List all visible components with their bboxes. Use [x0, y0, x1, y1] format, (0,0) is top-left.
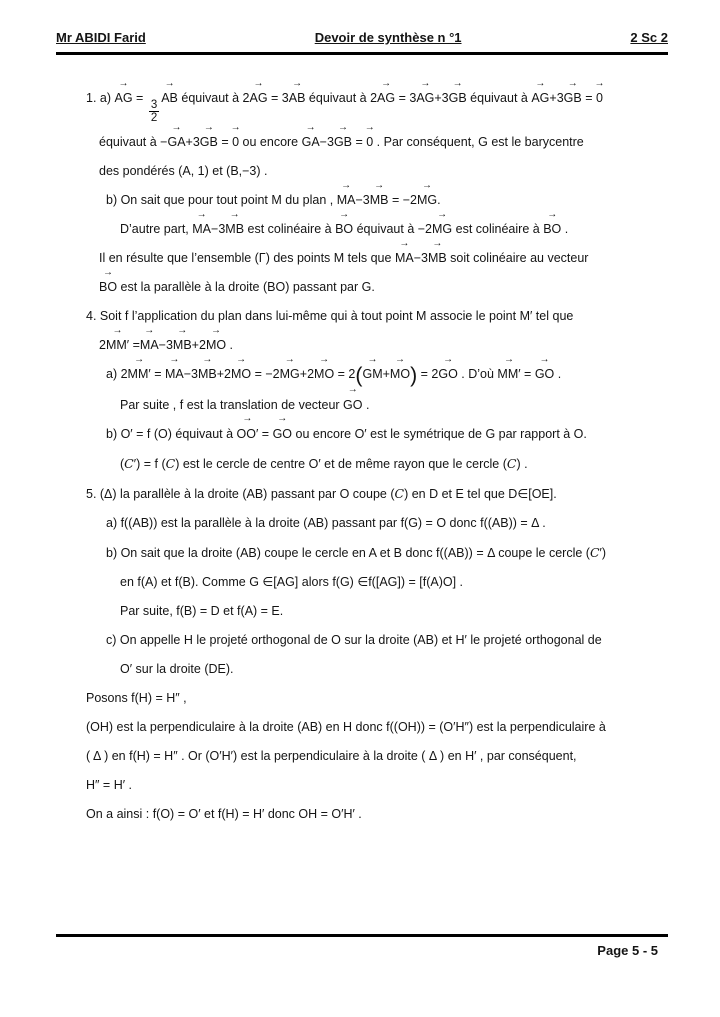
- text-run: est la parallèle à la droite (BO) passant par G.: [117, 280, 375, 295]
- text-run: b) On sait que la droite (AB) coupe le cercle en A et B donc f((AB)) = Δ coupe le cercle (: [106, 545, 590, 560]
- vector: → GA: [167, 132, 185, 153]
- document-lines: [84, 88, 690, 833]
- text-run: −3: [413, 251, 428, 266]
- text-run: 2: [99, 338, 106, 353]
- text-run: .: [554, 367, 562, 382]
- math-line: [86, 483, 690, 505]
- text-run: Posons f(H) = H″ ,: [86, 690, 187, 705]
- vector: → MA: [395, 248, 414, 269]
- text-run: (: [120, 456, 125, 471]
- vector: → GB: [334, 132, 352, 153]
- text-run: −3: [183, 367, 198, 382]
- text-run: ′): [599, 545, 607, 560]
- math-line: [106, 364, 690, 386]
- vector: → GO: [438, 364, 457, 385]
- text-run: =: [352, 135, 367, 150]
- math-line: [86, 804, 690, 825]
- text-run: +2: [299, 367, 315, 382]
- vector: → MB: [370, 190, 389, 211]
- vector: → BO: [99, 277, 117, 298]
- text-run: +2: [191, 338, 206, 353]
- text-run: soit colinéaire au vecteur: [446, 251, 589, 266]
- header-author: Mr ABIDI Farid: [56, 30, 146, 45]
- text-run: ou encore: [239, 135, 302, 150]
- math-line: [86, 717, 690, 738]
- vector: → 0: [366, 132, 373, 153]
- page-header: [56, 30, 668, 45]
- text-run: équivaut à −2: [353, 222, 433, 237]
- vector: → GO: [535, 364, 554, 385]
- text-run: −3: [211, 222, 226, 237]
- text-run: est colinéaire à: [244, 222, 336, 237]
- text-run: = 2: [334, 367, 356, 382]
- vector: → AB: [289, 88, 306, 109]
- math-line: [106, 513, 690, 534]
- fraction-numerator: 3: [150, 99, 158, 112]
- text-run: en f(A) et f(B). Comme G ∈[AG] alors f(G) ∈f([AG]) = [f(A)O] .: [120, 574, 464, 589]
- text-run: −3: [355, 193, 370, 208]
- text-run: équivaut à −: [99, 135, 168, 150]
- text-run: =: [217, 135, 233, 150]
- vector: → MO: [231, 364, 251, 385]
- text-run: = −2: [388, 193, 417, 208]
- text-run: = 3: [395, 91, 417, 105]
- math-line: [120, 601, 690, 622]
- text-run: équivaut à: [466, 91, 532, 105]
- text-run: .: [226, 338, 234, 353]
- vector: → MM′: [497, 364, 520, 385]
- text-run: =: [581, 91, 596, 105]
- text-run: a) f((AB)) est la parallèle à la droite (AB) passant par f(G) = O donc f((AB)) = Δ .: [106, 515, 546, 530]
- text-run: +2: [216, 367, 231, 382]
- text-run: +3: [549, 91, 564, 105]
- vector: → AB: [161, 88, 178, 109]
- text-run: 5. (Δ) la parallèle à la droite (AB) passant par O coupe (: [86, 486, 395, 501]
- vector: → MG: [280, 364, 300, 385]
- math-line: [99, 132, 690, 153]
- vector: → MO: [314, 364, 334, 385]
- text-run: Par suite , f est la translation de vecteur: [120, 397, 344, 412]
- script-letter: C: [394, 485, 405, 501]
- text-run: ou encore O′ est le symétrique de G par rapport à O.: [292, 426, 587, 441]
- vector: → GA: [302, 132, 320, 153]
- text-run: . Par conséquent, G est le barycentre: [373, 135, 584, 150]
- text-run: équivaut à 2: [305, 91, 378, 105]
- text-run: b) On sait que pour tout point M du plan ,: [106, 193, 337, 208]
- vector: → AG: [377, 88, 395, 109]
- math-line: [99, 161, 690, 182]
- math-line: [120, 453, 690, 475]
- math-line: [86, 775, 690, 796]
- math-line: [106, 424, 690, 445]
- vector: → GM: [362, 364, 382, 385]
- text-run: Par suite, f(B) = D et f(A) = E.: [120, 603, 284, 618]
- vector: → AG: [250, 88, 268, 109]
- vector: → GO: [343, 395, 362, 416]
- vector: → MM′: [106, 335, 129, 356]
- vector: → MG: [432, 219, 452, 240]
- vector: → MG: [417, 190, 437, 211]
- vector: → GO: [273, 424, 292, 445]
- text-run: des pondérés (A, 1) et (B,−3) .: [99, 164, 268, 179]
- script-letter: C: [124, 455, 134, 471]
- vector: → BO: [335, 219, 353, 240]
- text-run: c) On appelle H le projeté orthogonal de O sur la droite (AB) et H′ le projeté orthogonal de: [106, 632, 602, 647]
- text-run: D’autre part,: [120, 222, 193, 237]
- vector: → AG: [416, 88, 434, 109]
- math-line: [106, 542, 690, 564]
- text-run: −3: [158, 338, 173, 353]
- math-line: [99, 248, 690, 269]
- text-run: +: [382, 367, 390, 382]
- vector: → MA: [337, 190, 356, 211]
- footer-rule: [56, 934, 668, 937]
- text-run: (OH) est la perpendiculaire à la droite (AB) en H donc f((OH)) = (O′H″) est la perpendiculaire à: [86, 719, 606, 734]
- text-run: est colinéaire à: [452, 222, 544, 237]
- script-letter: C: [589, 544, 600, 560]
- text-run: +3: [185, 135, 200, 150]
- vector: → MO: [206, 335, 226, 356]
- text-run: O′ sur la droite (DE).: [120, 661, 234, 676]
- text-run: .: [437, 193, 441, 208]
- fraction-denominator: 2: [150, 112, 158, 125]
- text-run: = −2: [251, 367, 280, 382]
- text-run: =: [520, 367, 535, 382]
- text-run: +3: [434, 91, 449, 105]
- vector: → AG: [531, 88, 549, 109]
- text-run: équivaut à 2: [177, 91, 250, 105]
- text-run: .: [561, 222, 569, 237]
- text-run: = 3: [267, 91, 289, 105]
- vector: → BO: [543, 219, 561, 240]
- header-rule: [56, 52, 668, 55]
- text-run: b) O′ = f (O) équivaut à: [106, 426, 237, 441]
- text-run: H″ = H′ .: [86, 777, 133, 792]
- math-line: [120, 659, 690, 680]
- text-run: = 2: [417, 367, 439, 382]
- text-run: =: [150, 367, 165, 382]
- math-line: [120, 395, 690, 416]
- text-run: 1. a): [86, 91, 115, 105]
- text-run: ′) = f (: [133, 456, 166, 471]
- text-run: Il en résulte que l’ensemble (Γ) des points M tels que: [99, 251, 395, 266]
- vector: → 0: [232, 132, 239, 153]
- text-run: On a ainsi : f(O) = O′ et f(H) = H′ donc OH = O′H′ .: [86, 806, 362, 821]
- text-run: ) en D et E tel que D∈[OE].: [404, 486, 557, 501]
- vector: → GB: [200, 132, 218, 153]
- math-line: [106, 190, 690, 211]
- header-title: Devoir de synthèse n °1: [314, 30, 462, 45]
- vector: → OO′: [237, 424, 259, 445]
- big-paren: (: [355, 363, 363, 388]
- vector: → GB: [564, 88, 582, 109]
- text-run: ) est le cercle de centre O′ et de même rayon que le cercle (: [175, 456, 507, 471]
- vector: → GB: [449, 88, 467, 109]
- math-line: [120, 572, 690, 593]
- vector: → MA: [192, 219, 211, 240]
- vector: → MB: [225, 219, 244, 240]
- text-run: .: [362, 397, 370, 412]
- script-letter: C: [506, 455, 517, 471]
- script-letter: C: [165, 455, 176, 471]
- page-number: Page 5 - 5: [597, 943, 658, 958]
- vector: → 0: [596, 88, 603, 109]
- vector: → MO: [390, 364, 410, 385]
- math-line: [86, 746, 690, 767]
- vector: → MB: [428, 248, 447, 269]
- big-paren: ): [410, 363, 418, 388]
- math-line: [106, 630, 690, 651]
- vector: → MB: [173, 335, 192, 356]
- text-run: ) .: [516, 456, 528, 471]
- vector: → MB: [198, 364, 217, 385]
- math-line: [86, 688, 690, 709]
- text-run: . D’où: [457, 367, 498, 382]
- text-run: a) 2: [106, 367, 128, 382]
- text-run: −3: [319, 135, 334, 150]
- vector: → MA: [165, 364, 184, 385]
- math-line: [99, 277, 690, 298]
- text-run: =: [132, 91, 147, 105]
- math-line: [86, 88, 690, 124]
- text-run: =: [258, 426, 273, 441]
- vector: → MA: [140, 335, 159, 356]
- vector: → AG: [115, 88, 133, 109]
- text-run: 4. Soit f l’application du plan dans lui-même qui à tout point M associe le point M′ tel que: [86, 309, 574, 324]
- text-run: =: [129, 338, 140, 353]
- fraction: [149, 99, 159, 124]
- header-class: 2 Sc 2: [630, 30, 668, 45]
- text-run: ( Δ ) en f(H) = H″ . Or (O′H′) est la perpendiculaire à la droite ( Δ ) en H′ , par conséquent,: [86, 748, 577, 763]
- vector: → MM′: [128, 364, 151, 385]
